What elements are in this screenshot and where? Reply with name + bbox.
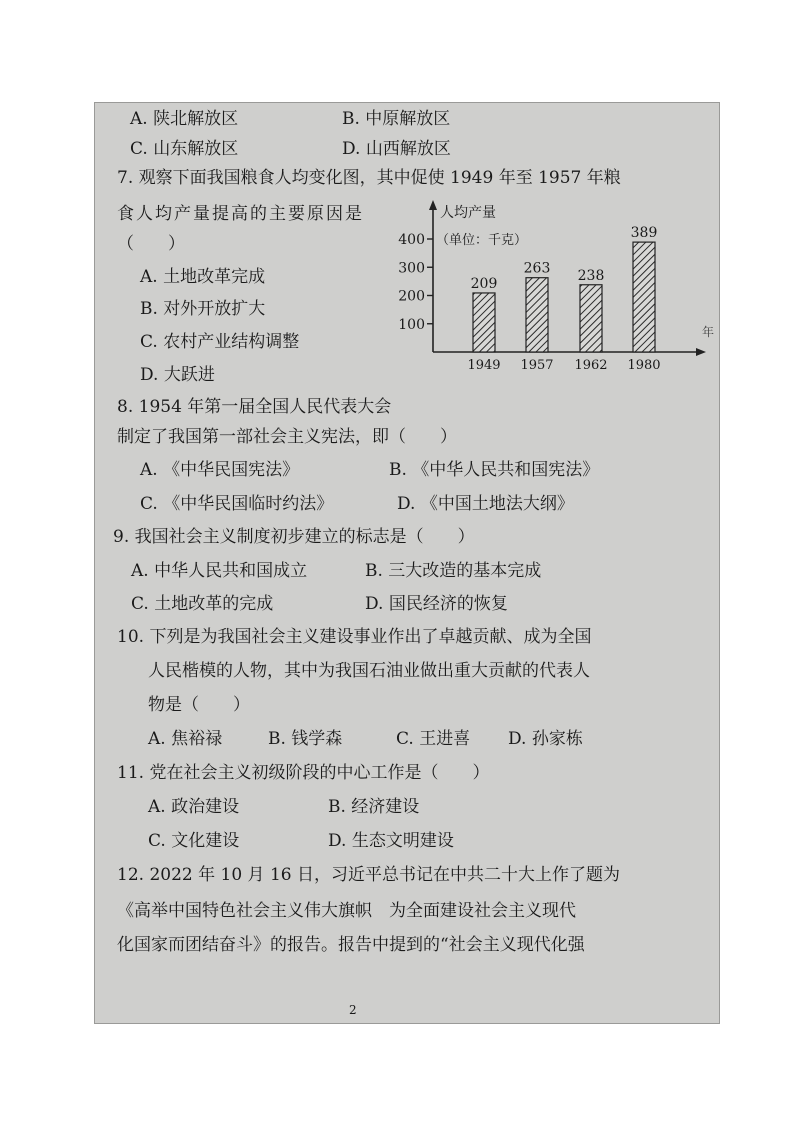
y-ticks <box>398 232 433 333</box>
q11-option-d: D. 生态文明建设 <box>328 831 454 851</box>
q8-stem-line1: 8. 1954 年第一届全国人民代表大会 <box>117 397 392 417</box>
q6-option-d: D. 山西解放区 <box>342 139 451 159</box>
y-axis-unit: （单位：千克） <box>436 233 528 248</box>
y-tick-label: 200 <box>398 288 425 305</box>
bar-value-label: 238 <box>577 267 605 284</box>
x-tick-label: 1980 <box>627 358 661 373</box>
q10-option-d: D. 孙家栋 <box>508 729 583 749</box>
x-axis-label: 年 <box>702 325 715 339</box>
q11-option-a: A. 政治建设 <box>148 797 240 817</box>
q9-stem: 9. 我国社会主义制度初步建立的标志是（ ） <box>113 527 475 547</box>
bar-1949 <box>473 293 495 352</box>
q6-option-b: B. 中原解放区 <box>342 109 451 129</box>
y-axis-title: 人均产量 <box>440 205 496 221</box>
q7-answer-paren: （ ） <box>117 234 185 254</box>
x-tick-label: 1949 <box>467 358 501 373</box>
q7-stem-line2: 食人均产量提高的主要原因是 <box>117 204 364 224</box>
x-tick-label: 1957 <box>520 358 554 373</box>
bar-value-label: 263 <box>523 260 551 277</box>
y-tick-label: 400 <box>398 232 425 248</box>
q8-stem-line2: 制定了我国第一部社会主义宪法，即（ ） <box>117 427 457 447</box>
bar-1962 <box>580 285 602 352</box>
bar-value-label: 209 <box>470 275 498 292</box>
q7-option-d: D. 大跃进 <box>140 365 215 385</box>
q11-stem: 11. 党在社会主义初级阶段的中心工作是（ ） <box>117 763 490 783</box>
q7-stem-line1: 7. 观察下面我国粮食人均变化图，其中促使 1949 年至 1957 年粮 <box>117 168 621 188</box>
bar-value-label: 389 <box>630 225 658 242</box>
q9-option-c: C. 土地改革的完成 <box>131 594 274 614</box>
q11-option-c: C. 文化建设 <box>148 831 240 851</box>
bar-1957 <box>526 278 548 352</box>
q8-option-a: A. 《中华民国宪法》 <box>140 460 300 480</box>
q8-option-c: C. 《中华民国临时约法》 <box>140 494 334 514</box>
q10-stem-line3: 物是（ ） <box>148 695 250 715</box>
q10-stem-line2: 人民楷模的人物，其中为我国石油业做出重大贡献的代表人 <box>148 661 590 681</box>
q7-option-a: A. 土地改革完成 <box>140 267 266 287</box>
q12-line3: 化国家而团结奋斗》的报告。报告中提到的“社会主义现代化强 <box>117 935 585 955</box>
y-tick-label: 100 <box>398 316 425 333</box>
q9-option-a: A. 中华人民共和国成立 <box>131 561 308 581</box>
q12-line1: 12. 2022 年 10 月 16 日，习近平总书记在中共二十大上作了题为 <box>117 865 620 885</box>
q7-option-c: C. 农村产业结构调整 <box>140 332 300 352</box>
q8-option-d: D. 《中国土地法大纲》 <box>397 494 574 514</box>
bar-1980 <box>633 242 655 352</box>
q12-line2: 《高举中国特色社会主义伟大旗帜 为全面建设社会主义现代 <box>117 901 576 921</box>
y-axis-arrow <box>429 200 437 210</box>
x-axis-arrow <box>696 348 706 356</box>
page-number: 2 <box>349 1003 357 1017</box>
q7-option-b: B. 对外开放扩大 <box>140 299 266 319</box>
q10-option-c: C. 王进喜 <box>396 729 471 749</box>
q9-option-b: B. 三大改造的基本完成 <box>365 561 542 581</box>
q9-option-d: D. 国民经济的恢复 <box>365 594 508 614</box>
q6-option-a: A. 陕北解放区 <box>130 109 239 129</box>
y-tick-label: 300 <box>398 260 425 277</box>
q8-option-b: B. 《中华人民共和国宪法》 <box>389 460 600 480</box>
q6-option-c: C. 山东解放区 <box>130 139 239 159</box>
q10-stem-line1: 10. 下列是为我国社会主义建设事业作出了卓越贡献、成为全国 <box>117 627 592 647</box>
x-tick-label: 1962 <box>574 358 608 373</box>
q10-option-a: A. 焦裕禄 <box>148 729 223 749</box>
q11-option-b: B. 经济建设 <box>328 797 420 817</box>
grain-per-capita-chart <box>372 190 715 378</box>
q10-option-b: B. 钱学森 <box>268 729 343 749</box>
